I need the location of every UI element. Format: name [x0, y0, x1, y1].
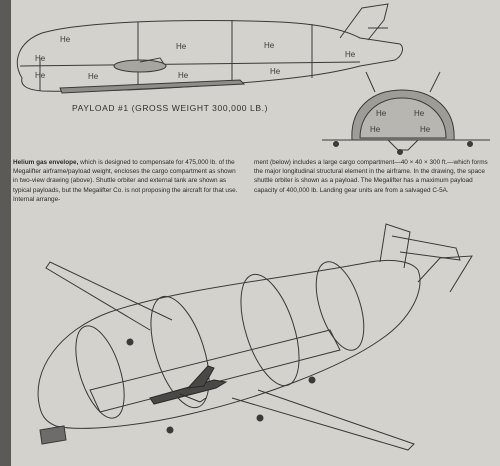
he-label: He [35, 54, 46, 63]
caption-body: which is designed to compensate for 475,000 lb. of the Megalifter airframe/payload weight, encloses the cargo compartment as shown in two-view drawing (above). Shuttle orbiter and external tank are shown as typical payloads, but the Megalifter Co. is not proposing the aircraft for that use. Internal arrange- [13, 159, 238, 203]
he-label: He [270, 67, 281, 76]
he-label: He [264, 41, 275, 50]
front-view-drawing [322, 72, 490, 155]
side-view-he-labels [35, 35, 356, 81]
he-label: He [370, 125, 381, 134]
side-view-drawing [17, 4, 402, 93]
he-label: He [376, 109, 387, 118]
he-label: He [60, 35, 71, 44]
caption-text-right-column: ment (below) includes a large cargo compartment—40 × 40 × 300 ft.—which forms the major longitudinal structural element in the airframe. In the drawing, the space shuttle orbiter is shown as a payload. The Megalifter has a maximum payload capacity of 400,000 lb. Landing gear units are from a salvaged C-5A. [254, 159, 488, 194]
caption-text-left-column [13, 158, 240, 210]
figure-caption: PAYLOAD #1 (GROSS WEIGHT 300,000 LB.) [72, 103, 269, 113]
caption-lead: Helium gas envelope, [13, 159, 79, 166]
he-label: He [176, 42, 187, 51]
he-label: He [345, 50, 356, 59]
he-label: He [178, 71, 189, 80]
he-label: He [420, 125, 431, 134]
he-label: He [35, 71, 46, 80]
he-label: He [88, 72, 99, 81]
he-label: He [414, 109, 425, 118]
cutaway-perspective-drawing [38, 224, 472, 450]
